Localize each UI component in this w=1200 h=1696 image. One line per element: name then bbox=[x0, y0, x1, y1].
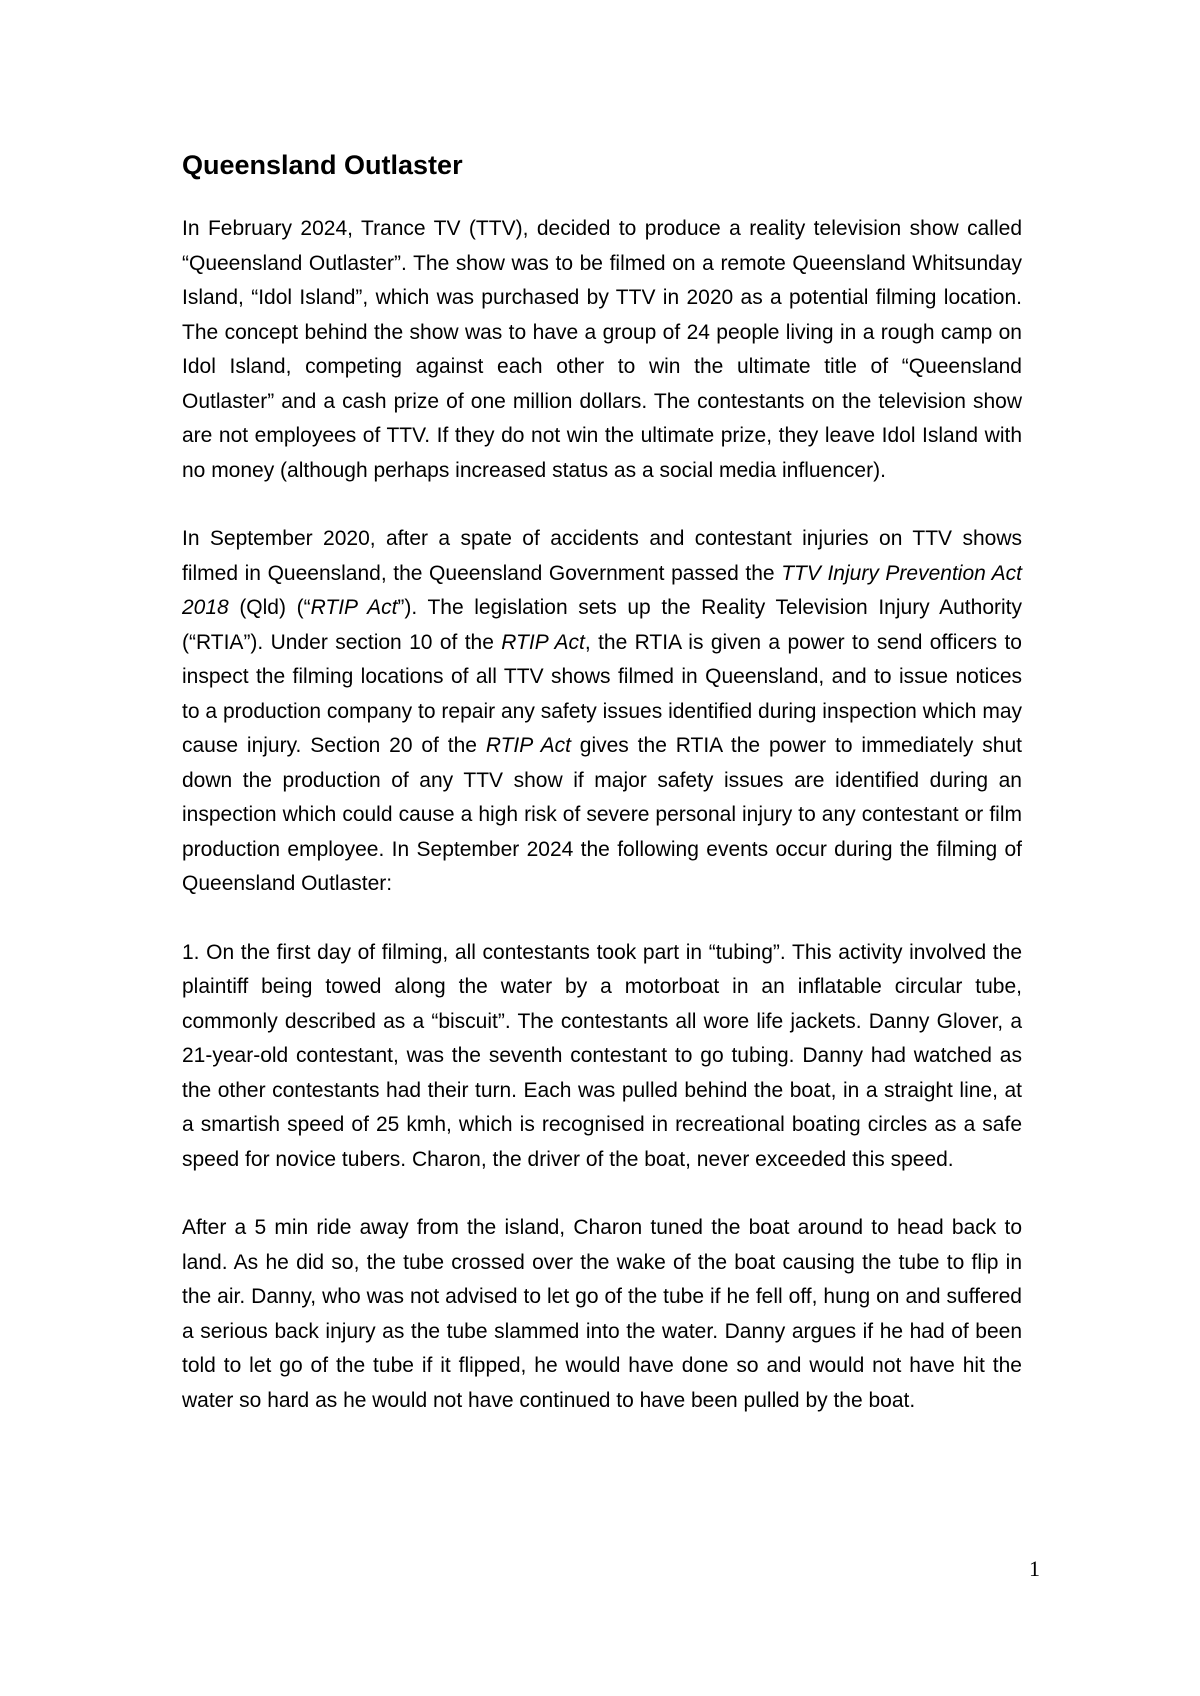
event-number: 1. bbox=[182, 940, 200, 964]
paragraph-event-1 bbox=[182, 936, 1022, 1178]
paragraph-background: In February 2024, Trance TV (TTV), decided to produce a reality television show called “Queensland Outlaster”. The show was to be filmed on a remote Queensland Whitsunday Island, “Idol Island”, which was purchased by TTV in 2020 as a potential filming location. The concept behind the show was to have a group of 24 people living in a rough camp on Idol Island, competing against each other to win the ultimate title of “Queensland Outlaster” and a cash prize of one million dollars. The contestants on the television show are not employees of TTV. If they do not win the ultimate prize, they leave Idol Island with no money (although perhaps increased status as a social media influencer). bbox=[182, 217, 1022, 482]
document-body bbox=[182, 148, 1022, 1418]
paragraph-text: ”). The legislation sets up the Reality Television Injury Authority (“RTIA”). Under section 10 of the bbox=[182, 596, 1022, 654]
act-short-name-italic: RTIP Act bbox=[310, 596, 398, 619]
act-short-name-italic: RTIP Act bbox=[501, 630, 585, 654]
paragraph-event-1-continued: After a 5 min ride away from the island, Charon tuned the boat around to head back to land. As he did so, the tube crossed over the wake of the boat causing the tube to flip in the air. Danny, who was not advised to let go of the tube if he fell off, hung on and suffered a serious back injury as the tube slammed into the water. Danny argues if he had of been told to let go of the tube if it flipped, he would have done so and would not have hit the water so hard as he would not have continued to have been pulled by the boat. bbox=[182, 1216, 1022, 1412]
paragraph-text: On the first day of filming, all contestants took part in “tubing”. This activity involved the plaintiff being towed along the water by a motorboat in an inflatable circular tube, commonly described as a “biscuit”. The contestants all wore life jackets. Danny Glover, a 21-year-old contestant, was the seventh contestant to go tubing. Danny had watched as the other contestants had their turn. Each was pulled behind the boat, in a straight line, at a smartish speed of 25 kmh, which is recognised in recreational boating circles as a safe speed for novice tubers. Charon, the driver of the boat, never exceeded this speed. bbox=[182, 940, 1022, 1171]
paragraph-text: , the RTIA is given a power to send officers to inspect the filming locations of all TTV shows filmed in Queensland, and to issue notices to a production company to repair any safety issues identified during inspection which may cause injury. Section 20 of the bbox=[182, 630, 1022, 757]
document-title: Queensland Outlaster bbox=[182, 150, 463, 180]
paragraph-text: gives the RTIA the power to immediately shut down the production of any TTV show if major safety issues are identified during an inspection which could cause a high risk of severe personal injury to any contestant or film production employee. In September 2024 the following events occur during the filming of Queensland Outlaster: bbox=[182, 734, 1022, 895]
act-name-italic: TTV Injury Prevention Act 2018 bbox=[182, 561, 1022, 619]
paragraph-legislation bbox=[182, 522, 1022, 902]
page-number: 1 bbox=[1029, 1556, 1040, 1581]
paragraph-text: In September 2020, after a spate of accidents and contestant injuries on TTV shows filmed in Queensland, the Queensland Government passed the bbox=[182, 527, 1022, 585]
paragraph-text: (Qld) (“ bbox=[228, 596, 311, 619]
act-short-name-italic: RTIP Act bbox=[485, 734, 571, 757]
